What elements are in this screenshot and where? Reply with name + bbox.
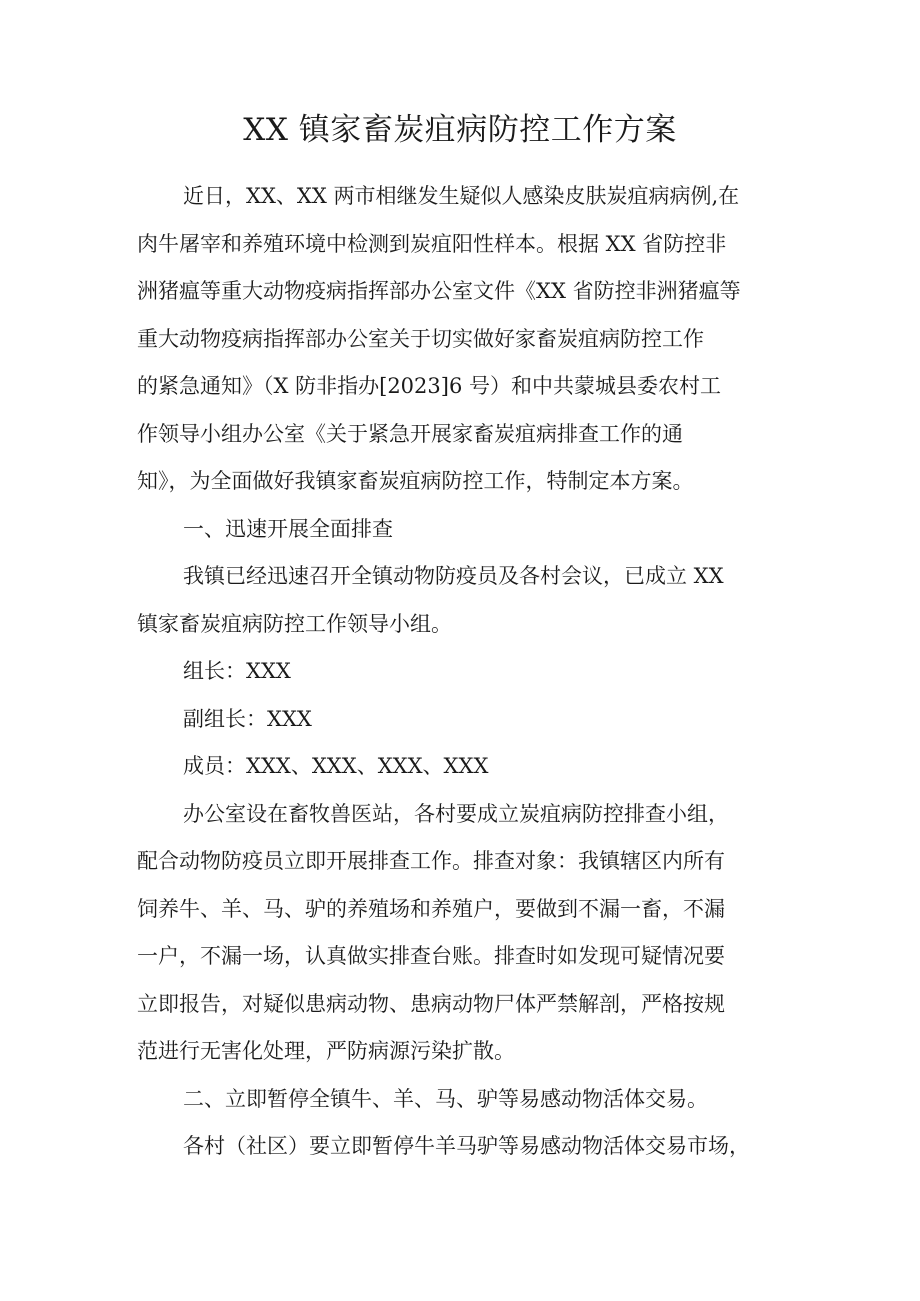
paragraph-line: 作领导小组办公室《关于紧急开展家畜炭疽病排查工作的通 xyxy=(137,421,683,446)
paragraph-line: 饲养牛、羊、马、驴的养殖场和养殖户，要做到不漏一畜，不漏 xyxy=(137,896,725,921)
paragraph xyxy=(137,743,787,791)
paragraph-line: 知》，为全面做好我镇家畜炭疽病防控工作，特制定本方案。 xyxy=(137,469,694,493)
paragraph-line: 副组长：XXX xyxy=(183,706,312,731)
paragraph xyxy=(137,553,787,648)
paragraph xyxy=(137,696,787,744)
paragraph-line: 镇家畜炭疽病防控工作领导小组。 xyxy=(137,611,452,636)
paragraph-line: 立即报告，对疑似患病动物、患病动物尸体严禁解剖，严格按规 xyxy=(137,991,725,1016)
paragraph xyxy=(137,1123,787,1171)
paragraph-line: 成员：XXX、XXX、XXX、XXX xyxy=(183,754,489,778)
paragraph-line: 办公室设在畜牧兽医站，各村要成立炭疽病防控排查小组， xyxy=(183,801,729,826)
paragraph-line: 洲猪瘟等重大动物疫病指挥部办公室文件《XX 省防控非洲猪瘟等 xyxy=(137,279,741,303)
paragraph-line: 近日，XX、XX 两市相继发生疑似人感染皮肤炭疽病病例,在 xyxy=(183,184,740,208)
paragraph-line: 二、立即暂停全镇牛、羊、马、驴等易感动物活体交易。 xyxy=(183,1086,708,1111)
paragraph xyxy=(137,1076,787,1124)
paragraph-line: 各村（社区）要立即暂停牛羊马驴等易感动物活体交易市场， xyxy=(183,1134,750,1158)
paragraph-line: 我镇已经迅速召开全镇动物防疫员及各村会议，已成立 XX xyxy=(183,564,724,588)
paragraph xyxy=(137,173,787,506)
paragraph-line: 一、迅速开展全面排查 xyxy=(183,516,393,541)
paragraph xyxy=(137,648,787,696)
paragraph-line: 的紧急通知》（X 防非指办[2023]6 号）和中共蒙城县委农村工 xyxy=(137,374,721,398)
paragraph-line: 重大动物疫病指挥部办公室关于切实做好家畜炭疽病防控工作 xyxy=(137,326,704,351)
paragraph xyxy=(137,791,787,1076)
document-body xyxy=(137,173,787,1171)
paragraph-line: 肉牛屠宰和养殖环境中检测到炭疽阳性样本。根据 XX 省防控非 xyxy=(137,231,727,256)
paragraph-line: 范进行无害化处理，严防病源污染扩散。 xyxy=(137,1039,515,1063)
paragraph-line: 一户，不漏一场，认真做实排查台账。排查时如发现可疑情况要 xyxy=(137,944,725,968)
document-title: XX 镇家畜炭疽病防控工作方案 xyxy=(243,112,677,148)
paragraph-line: 配合动物防疫员立即开展排查工作。排查对象：我镇辖区内所有 xyxy=(137,849,725,873)
paragraph-line: 组长：XXX xyxy=(183,659,291,683)
paragraph xyxy=(137,506,787,554)
